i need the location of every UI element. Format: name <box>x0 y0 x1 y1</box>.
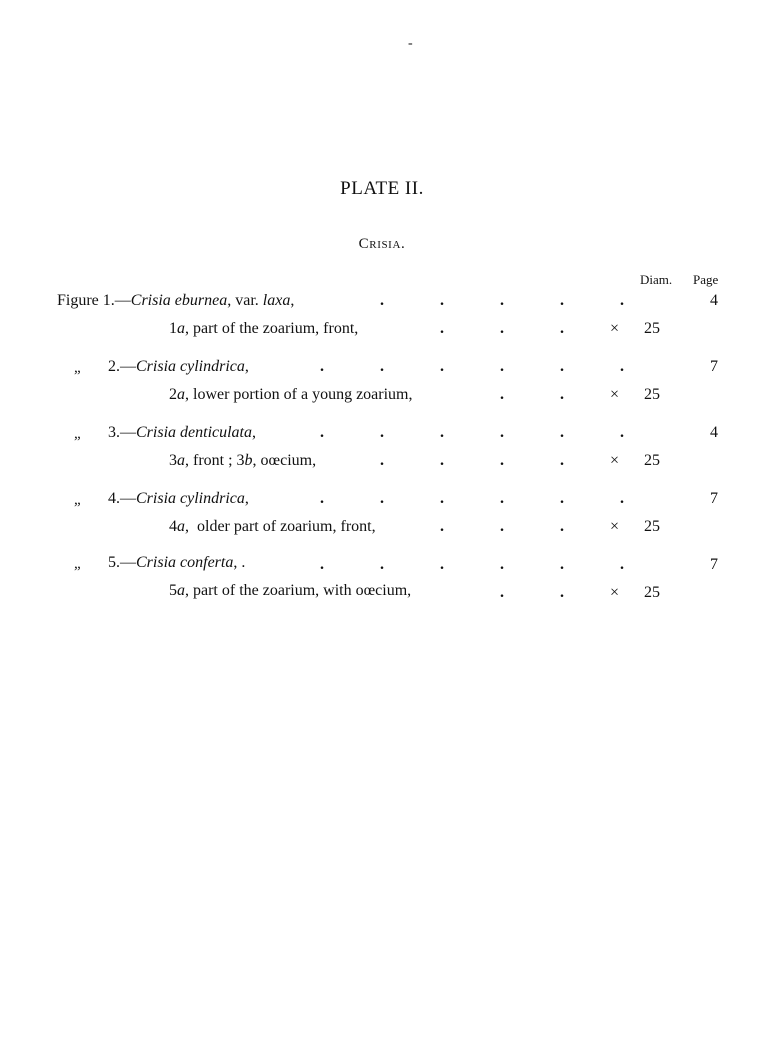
sub-number: 4 <box>169 518 177 535</box>
leader-dot: . <box>440 490 444 507</box>
sub-letter: a <box>177 320 185 337</box>
leader-dot: . <box>320 556 324 573</box>
diam-column-header: Diam. <box>640 272 673 287</box>
sub-number-2: 3 <box>236 452 245 469</box>
magnification-value: 25 <box>644 518 660 535</box>
ditto-mark: „ <box>74 492 81 508</box>
leader-dot: . <box>440 320 444 337</box>
species-name: Crisia cylindrica <box>136 358 245 375</box>
plate-title: PLATE II. <box>340 178 424 199</box>
figure-entry-4 <box>108 490 249 508</box>
figure-label: 4.— <box>108 490 136 507</box>
leader-dot: . <box>560 490 564 507</box>
sub-description: , older part of zoarium, front, <box>185 518 376 535</box>
magnification-sign: × <box>610 320 620 337</box>
leader-dot: . <box>440 292 444 309</box>
leader-dot: . <box>440 556 444 573</box>
leader-dot: . <box>560 320 564 337</box>
variety-name: laxa <box>262 292 291 309</box>
sub-number: 1 <box>169 320 177 337</box>
leader-dot: . <box>440 358 444 375</box>
magnification-value: 25 <box>644 584 660 601</box>
page-mark: - <box>408 36 413 51</box>
leader-dot: . <box>380 490 384 507</box>
leader-dot: . <box>380 292 384 309</box>
leader-dot: . <box>380 452 384 469</box>
magnification-value: 25 <box>644 320 660 337</box>
page-number: 4 <box>710 424 718 441</box>
sub-description: , part of the zoarium, with oœcium, <box>185 582 412 599</box>
species-name: Crisia eburnea <box>130 292 228 309</box>
sub-description-2: , oœcium, <box>252 452 317 469</box>
leader-dot: . <box>560 584 564 601</box>
magnification-sign: × <box>610 386 620 403</box>
figure-subentry-4a <box>169 518 376 536</box>
figure-entry-3 <box>108 424 256 442</box>
leader-dot: . <box>320 358 324 375</box>
section-title: Crisia. <box>358 236 406 252</box>
figure-entry-5 <box>108 554 245 572</box>
leader-dot: . <box>500 358 504 375</box>
leader-dot: . <box>500 386 504 403</box>
figure-label: 3.— <box>108 424 136 441</box>
leader-dot: . <box>440 424 444 441</box>
magnification-sign: × <box>610 452 620 469</box>
figure-label: 5.— <box>108 554 136 571</box>
sub-description: , part of the zoarium, front, <box>185 320 359 337</box>
figure-entry-2 <box>108 358 249 376</box>
leader-dot: . <box>440 452 444 469</box>
leader-dot: . <box>620 292 624 309</box>
leader-dot: . <box>560 452 564 469</box>
leader-dot: . <box>620 556 624 573</box>
page-number: 7 <box>710 490 718 507</box>
ditto-mark: „ <box>74 360 81 376</box>
leader-dot: . <box>620 358 624 375</box>
leader-dot: . <box>320 424 324 441</box>
sub-letter: a <box>177 386 185 403</box>
leader-dot: . <box>620 424 624 441</box>
magnification-value: 25 <box>644 386 660 403</box>
figure-subentry-2a <box>169 386 413 404</box>
leader-dot: . <box>560 386 564 403</box>
sub-description: , front ; <box>185 452 237 469</box>
leader-dot: . <box>500 320 504 337</box>
sub-number: 3 <box>169 452 177 469</box>
entry-punctuation: , <box>244 358 249 375</box>
leader-dot: . <box>500 424 504 441</box>
sub-letter: a <box>177 452 185 469</box>
magnification-sign: × <box>610 584 620 601</box>
leader-dot: . <box>320 490 324 507</box>
figure-label: 2.— <box>108 358 136 375</box>
sub-number: 2 <box>169 386 177 403</box>
species-name: Crisia denticulata <box>136 424 252 441</box>
variety-prefix: , var. <box>227 292 263 309</box>
leader-dot: . <box>560 424 564 441</box>
sub-letter: a <box>177 582 185 599</box>
leader-dot: . <box>500 556 504 573</box>
leader-dot: . <box>500 292 504 309</box>
leader-dot: . <box>440 518 444 535</box>
species-name: Crisia cylindrica <box>136 490 245 507</box>
figure-label: Figure 1.— <box>57 292 131 309</box>
figure-subentry-3a-3b <box>169 452 316 470</box>
figure-entry-1 <box>57 292 294 310</box>
figure-subentry-5a <box>169 582 411 600</box>
ditto-mark: „ <box>74 426 81 442</box>
leader-dot: . <box>380 358 384 375</box>
figure-subentry-1a <box>169 320 358 338</box>
leader-dot: . <box>500 518 504 535</box>
sub-letter-2: b <box>244 452 253 469</box>
leader-dot: . <box>560 518 564 535</box>
sub-description: , lower portion of a young zoarium, <box>185 386 413 403</box>
leader-dot: . <box>560 292 564 309</box>
leader-dot: . <box>500 584 504 601</box>
entry-punctuation: , <box>290 292 295 309</box>
entry-punctuation: , <box>244 490 249 507</box>
species-name: Crisia conferta <box>136 554 234 571</box>
page-number: 7 <box>710 556 718 573</box>
leader-dot: . <box>620 490 624 507</box>
page-number: 7 <box>710 358 718 375</box>
page-number: 4 <box>710 292 718 309</box>
page-column-header: Page <box>693 272 719 287</box>
leader-dot: . <box>500 452 504 469</box>
entry-punctuation: , <box>252 424 256 441</box>
magnification-value: 25 <box>644 452 660 469</box>
leader-dot: . <box>500 490 504 507</box>
leader-dot: . <box>560 358 564 375</box>
leader-dot: . <box>380 556 384 573</box>
entry-punctuation: , . <box>233 554 246 571</box>
magnification-sign: × <box>610 518 620 535</box>
sub-letter: a <box>177 518 185 535</box>
ditto-mark: „ <box>74 556 81 572</box>
leader-dot: . <box>380 424 384 441</box>
leader-dot: . <box>560 556 564 573</box>
sub-number: 5 <box>169 582 177 599</box>
